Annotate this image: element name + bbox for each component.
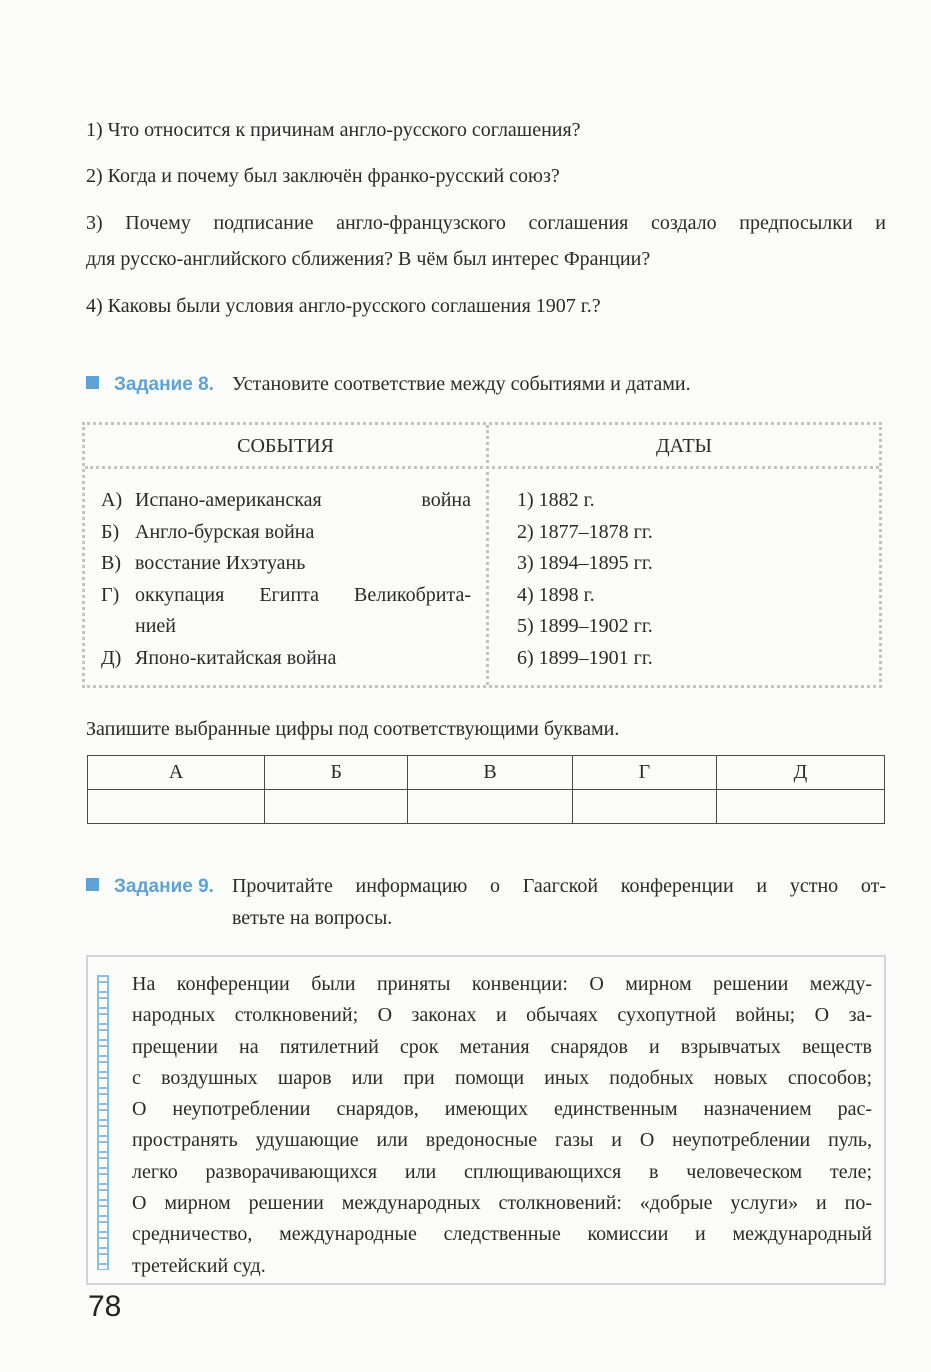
task-9-instruction-line-2: ветьте на вопросы. xyxy=(231,907,393,929)
event-text: Англо-бурская война xyxy=(135,520,315,543)
event-text: оккупация Египта Великобрита- xyxy=(135,583,471,606)
question-2: 2) Когда и почему был заключён франко-русский союз? xyxy=(86,165,560,187)
square-bullet-icon xyxy=(86,878,99,891)
task-8-label: Задание 8. xyxy=(114,374,214,395)
answer-input-cell[interactable] xyxy=(265,790,408,824)
answer-letter-cell: Д xyxy=(716,756,884,790)
header-divider xyxy=(85,466,879,469)
info-line: О неупотреблении снарядов, имеющих единственным назначением рас- xyxy=(132,1098,872,1121)
events-list xyxy=(101,485,471,674)
events-header: СОБЫТИЯ xyxy=(237,435,334,457)
info-line: третейский суд. xyxy=(132,1254,266,1277)
info-line: пространять удушающие или вредоносные газы и О неупотреблении пуль, xyxy=(132,1129,872,1152)
answer-letter-cell: Б xyxy=(265,756,408,790)
answer-instruction: Запишите выбранные цифры под соответствующими буквами. xyxy=(86,718,620,740)
question-3-line-2: для русско-английского сближения? В чём был интерес Франции? xyxy=(86,248,651,270)
page-number: 78 xyxy=(88,1290,122,1323)
event-letter: Г) xyxy=(101,583,120,606)
dates-list xyxy=(517,485,857,674)
event-item xyxy=(101,548,471,580)
info-text xyxy=(132,969,872,1282)
column-divider xyxy=(486,425,489,685)
date-item: 6) 1899–1901 гг. xyxy=(517,646,653,669)
event-item xyxy=(101,517,471,549)
info-line: средничество, международные следственные комиссии и международный xyxy=(132,1223,872,1246)
event-text: нией xyxy=(135,615,176,637)
event-text: Японо-китайская война xyxy=(135,646,337,669)
info-box xyxy=(86,955,886,1285)
answer-letter-cell: Г xyxy=(572,756,716,790)
answer-table xyxy=(87,755,885,824)
task-9-heading xyxy=(86,870,886,934)
event-item xyxy=(101,611,471,643)
date-item: 3) 1894–1895 гг. xyxy=(517,552,653,574)
event-text: восстание Ихэтуань xyxy=(135,552,306,574)
info-line: с воздушных шаров или при помощи иных подобных новых способов; xyxy=(132,1066,872,1089)
dates-header: ДАТЫ xyxy=(656,435,712,457)
info-line: легко разворачивающихся или сплющивающихся в человеческом теле; xyxy=(132,1160,872,1183)
event-letter: Б) xyxy=(101,520,120,543)
event-letter: В) xyxy=(101,552,121,574)
date-item: 2) 1877–1878 гг. xyxy=(517,520,653,543)
question-4: 4) Каковы были условия англо-русского соглашения 1907 г.? xyxy=(86,295,601,317)
info-line: На конференции были приняты конвенции: О мирном решении междy- xyxy=(132,973,872,995)
date-item: 4) 1898 г. xyxy=(517,583,595,606)
date-item: 1) 1882 г. xyxy=(517,489,595,511)
answer-input-row xyxy=(88,790,885,824)
answer-letters-row xyxy=(88,756,885,790)
info-line: народных столкновений; О законах и обычаях сухопутной войны; О за- xyxy=(132,1004,872,1027)
answer-input-cell[interactable] xyxy=(408,790,572,824)
date-item: 5) 1899–1902 гг. xyxy=(517,615,653,637)
question-1: 1) Что относится к причинам англо-русского соглашения? xyxy=(86,119,581,141)
task-8-heading xyxy=(86,368,691,401)
square-bullet-icon xyxy=(86,376,99,389)
answer-letter-cell: В xyxy=(408,756,572,790)
event-item xyxy=(101,643,471,675)
event-item xyxy=(101,580,471,612)
task-9-label: Задание 9. xyxy=(114,876,214,897)
info-line: прещении на пятилетний срок метания снарядов и взрывчатых веществ xyxy=(132,1035,872,1058)
matching-table xyxy=(82,422,882,688)
event-item xyxy=(101,485,471,517)
decorative-strip xyxy=(97,975,109,1270)
event-text: Испано-американская война xyxy=(135,489,471,511)
answer-input-cell[interactable] xyxy=(88,790,265,824)
answer-input-cell[interactable] xyxy=(572,790,716,824)
answer-letter-cell: А xyxy=(88,756,265,790)
task-8-instruction: Установите соответствие между событиями и датами. xyxy=(231,373,691,395)
question-3-line-1: 3) Почему подписание англо-французского соглашения создало предпосылки и xyxy=(86,212,886,234)
info-line: О мирном решении международных столкновений: «добрые услуги» и по- xyxy=(132,1192,872,1215)
event-letter: А) xyxy=(101,489,123,511)
event-letter: Д) xyxy=(101,646,122,669)
task-9-instruction-line-1: Прочитайте информацию о Гаагской конференции и устно от- xyxy=(231,875,886,897)
answer-input-cell[interactable] xyxy=(716,790,884,824)
